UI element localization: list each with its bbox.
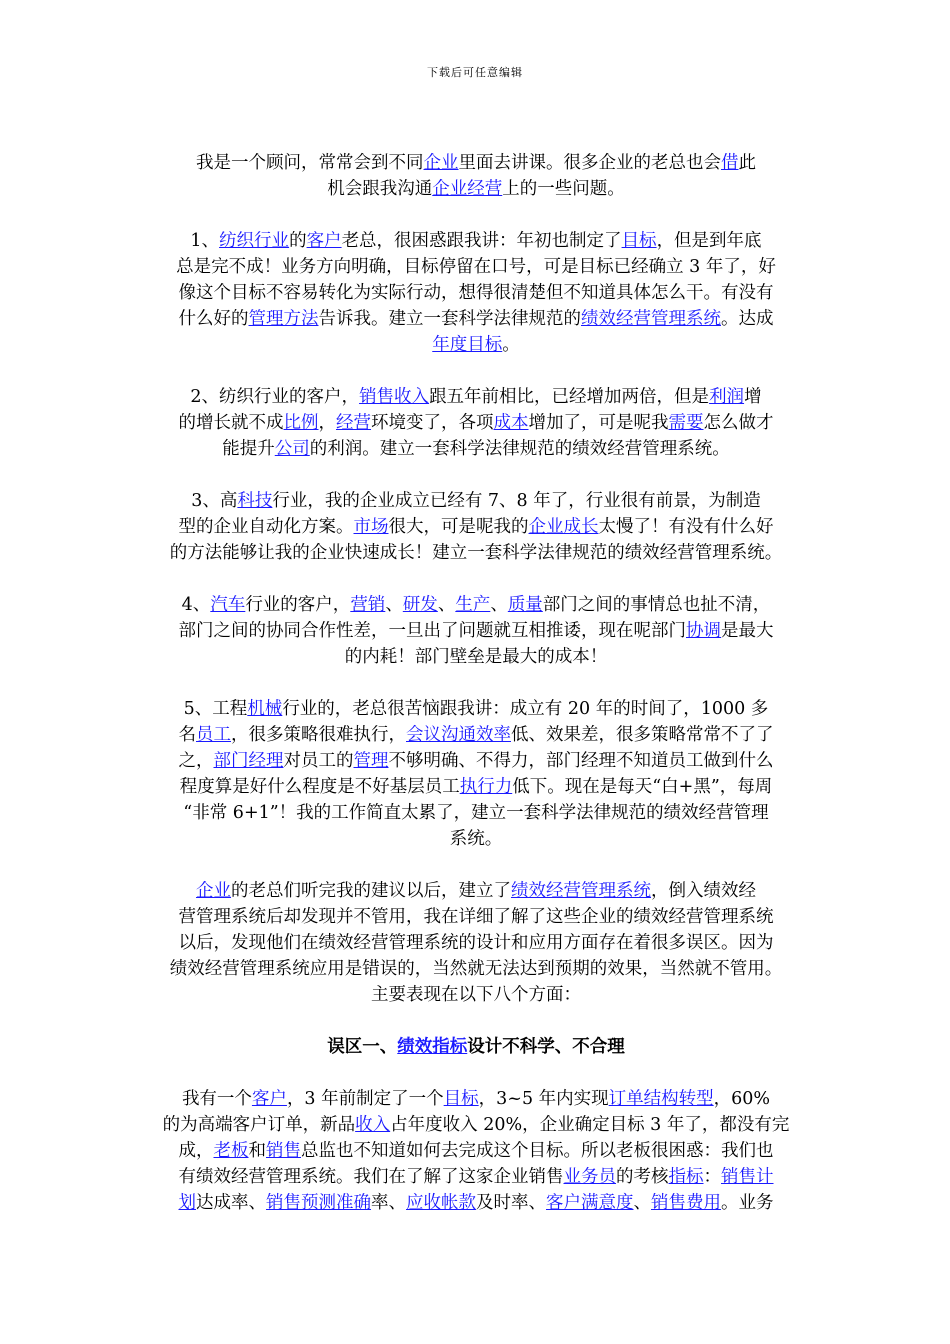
link[interactable]: 客户满意度 bbox=[546, 1193, 634, 1213]
link[interactable]: 目标 bbox=[621, 231, 657, 251]
text-run: 。业务 bbox=[721, 1193, 774, 1213]
text-line bbox=[150, 436, 802, 462]
text-run: 的考核 bbox=[616, 1167, 669, 1187]
link[interactable]: 目标 bbox=[443, 1089, 479, 1109]
link[interactable]: 管理方法 bbox=[248, 309, 319, 329]
link[interactable]: 销售计 bbox=[721, 1167, 774, 1187]
link[interactable]: 质量 bbox=[507, 595, 543, 615]
text-line bbox=[150, 696, 802, 722]
text-line bbox=[150, 618, 802, 644]
text-run: 的 bbox=[289, 231, 307, 251]
text-run: 行业的，老总很苦恼跟我讲：成立有 20 年的时间了，1000 多 bbox=[282, 699, 769, 719]
text-run: 低、效果差，很多策略常常不了了 bbox=[511, 725, 774, 745]
link[interactable]: 销售 bbox=[266, 1141, 301, 1161]
text-run: 环境变了，各项 bbox=[371, 413, 494, 433]
link[interactable]: 指标 bbox=[668, 1167, 704, 1187]
text-line bbox=[150, 488, 802, 514]
text-run: 增加了，可是呢我 bbox=[528, 413, 669, 433]
link[interactable]: 需要 bbox=[668, 413, 704, 433]
text-run: 上的一些问题。 bbox=[502, 179, 625, 199]
text-line bbox=[150, 878, 802, 904]
text-run: ， bbox=[318, 413, 336, 433]
document-body bbox=[150, 150, 802, 1242]
link[interactable]: 销售费用 bbox=[651, 1193, 721, 1213]
text-line bbox=[150, 982, 802, 1008]
text-run: 的为高端客户订单，新品 bbox=[162, 1115, 356, 1135]
link[interactable]: 经营 bbox=[336, 413, 371, 433]
text-run: 率、 bbox=[371, 1193, 406, 1213]
text-line bbox=[150, 722, 802, 748]
text-run: 成， bbox=[178, 1141, 214, 1161]
text-line bbox=[150, 930, 802, 956]
link[interactable]: 协调 bbox=[686, 621, 721, 641]
text-run: 2、纺织行业的客户， bbox=[190, 387, 360, 407]
text-run: ，3 年前制定了一个 bbox=[286, 1089, 444, 1109]
text-run: 绩效经营管理系统应用是错误的，当然就无法达到预期的效果，当然就不管用。 bbox=[169, 959, 783, 979]
text-run: 1、 bbox=[190, 231, 220, 251]
text-run: 告诉我。建立一套科学法律规范的 bbox=[318, 309, 581, 329]
text-run: ，倒入绩效经 bbox=[651, 881, 756, 901]
text-line bbox=[150, 1138, 802, 1164]
text-run: 的方法能够让我的企业快速成长！建立一套科学法律规范的绩效经营管理系统。 bbox=[169, 543, 783, 563]
text-run: 不够明确、不得力，部门经理不知道员工做到什么 bbox=[388, 751, 774, 771]
text-run: 行业的客户， bbox=[245, 595, 351, 615]
text-run: 跟五年前相比，已经增加两倍，但是 bbox=[429, 387, 710, 407]
text-run: 什么好的 bbox=[178, 309, 249, 329]
text-line bbox=[150, 1112, 802, 1138]
text-line bbox=[150, 228, 802, 254]
text-run: 总监也不知道如何去完成这个目标。所以老板很困惑：我们也 bbox=[301, 1141, 774, 1161]
text-line bbox=[150, 306, 802, 332]
link[interactable]: 业务员 bbox=[563, 1167, 616, 1187]
paragraph bbox=[150, 878, 802, 1008]
link[interactable]: 订单结构转型 bbox=[608, 1089, 714, 1109]
text-run: 之， bbox=[178, 751, 214, 771]
link[interactable]: 管理 bbox=[353, 751, 389, 771]
text-run: 我有一个 bbox=[181, 1089, 252, 1109]
text-run: ，很多策略很难执行， bbox=[231, 725, 406, 745]
text-run: 以后，发现他们在绩效经营管理系统的设计和应用方面存在着很多误区。因为 bbox=[178, 933, 774, 953]
text-run: 误区一、 bbox=[327, 1037, 398, 1057]
link[interactable]: 纺织行业 bbox=[219, 231, 290, 251]
text-run: 增 bbox=[744, 387, 762, 407]
link[interactable]: 营销 bbox=[350, 595, 386, 615]
text-run: 太慢了！有没有什么好 bbox=[598, 517, 774, 537]
text-run: 老总，很困惑跟我讲：年初也制定了 bbox=[341, 231, 622, 251]
link[interactable]: 公司 bbox=[274, 439, 310, 459]
paragraph bbox=[150, 150, 802, 202]
text-line bbox=[150, 1164, 802, 1190]
link[interactable]: 生产 bbox=[455, 595, 491, 615]
link[interactable]: 利润 bbox=[709, 387, 745, 407]
text-line bbox=[150, 384, 802, 410]
text-run: 的内耗！部门壁垒是最大的成本！ bbox=[344, 647, 608, 667]
paragraph bbox=[150, 384, 802, 462]
text-run: 、 bbox=[490, 595, 508, 615]
text-run: 我是一个顾问，常常会到不同 bbox=[196, 153, 424, 173]
text-line bbox=[150, 254, 802, 280]
link[interactable]: 借 bbox=[721, 153, 739, 173]
link[interactable]: 会议沟通效率 bbox=[406, 725, 511, 745]
paragraph bbox=[150, 488, 802, 566]
text-line bbox=[150, 826, 802, 852]
link[interactable]: 收入 bbox=[355, 1115, 391, 1135]
text-line bbox=[150, 410, 802, 436]
text-run: 的利润。建立一套科学法律规范的绩效经营管理系统。 bbox=[309, 439, 730, 459]
text-run: ，60% bbox=[713, 1089, 771, 1109]
link[interactable]: 销售收入 bbox=[359, 387, 430, 407]
text-run: 和 bbox=[248, 1141, 266, 1161]
link[interactable]: 应收帐款 bbox=[406, 1193, 476, 1213]
text-run: 达成率、 bbox=[196, 1193, 266, 1213]
text-line bbox=[150, 1190, 802, 1216]
text-run: 机会跟我沟通 bbox=[327, 179, 433, 199]
link[interactable]: 成本 bbox=[493, 413, 529, 433]
text-run: 。达成 bbox=[721, 309, 774, 329]
text-run: 能提升 bbox=[222, 439, 275, 459]
link[interactable]: 汽车 bbox=[210, 595, 246, 615]
paragraph bbox=[150, 592, 802, 670]
link[interactable]: 比例 bbox=[283, 413, 319, 433]
text-run: 行业，我的企业成立已经有 7、8 年了，行业很有前景，为制造 bbox=[272, 491, 761, 511]
link[interactable]: 客户 bbox=[251, 1089, 287, 1109]
text-run: 占年度收入 20%，企业确定目标 3 年了，都没有完 bbox=[390, 1115, 790, 1135]
text-line bbox=[150, 748, 802, 774]
paragraph bbox=[150, 1086, 802, 1216]
link[interactable]: 企业 bbox=[196, 881, 231, 901]
link[interactable]: 绩效经营管理系统 bbox=[581, 309, 721, 329]
paragraph bbox=[150, 228, 802, 358]
section-heading bbox=[150, 1034, 802, 1060]
text-line bbox=[150, 904, 802, 930]
text-run: 。 bbox=[502, 335, 520, 355]
link[interactable]: 客户 bbox=[306, 231, 342, 251]
link[interactable]: 科技 bbox=[237, 491, 273, 511]
text-run: 像这个目标不容易转化为实际行动，想得很清楚但不知道具体怎么干。有没有 bbox=[178, 283, 774, 303]
paragraph bbox=[150, 696, 802, 852]
link[interactable]: 部门经理 bbox=[213, 751, 284, 771]
link[interactable]: 企业成长 bbox=[528, 517, 599, 537]
link[interactable]: 员工 bbox=[196, 725, 231, 745]
text-run: 怎么做才 bbox=[703, 413, 774, 433]
text-line bbox=[150, 592, 802, 618]
text-run: 系统。 bbox=[449, 829, 503, 849]
text-run: 里面去讲课。很多企业的老总也会 bbox=[458, 153, 721, 173]
text-run: 、 bbox=[385, 595, 403, 615]
page-header: 下载后可任意编辑 bbox=[427, 66, 523, 79]
link[interactable]: 企业经营 bbox=[432, 179, 503, 199]
text-run: 营管理系统后却发现并不管用，我在详细了解了这些企业的绩效经营管理系统 bbox=[178, 907, 774, 927]
text-run: 有绩效经营管理系统。我们在了解了这家企业销售 bbox=[178, 1167, 564, 1187]
text-run: 低下。现在是每天“白+黑”，每周 bbox=[512, 777, 773, 797]
link[interactable]: 企业 bbox=[423, 153, 459, 173]
text-run: 的老总们听完我的建议以后，建立了 bbox=[231, 881, 511, 901]
text-line bbox=[150, 1086, 802, 1112]
link[interactable]: 研发 bbox=[402, 595, 438, 615]
link[interactable]: 老板 bbox=[213, 1141, 249, 1161]
text-run: ： bbox=[703, 1167, 721, 1187]
text-run: 、 bbox=[633, 1193, 651, 1213]
text-line bbox=[150, 280, 802, 306]
text-run: 名 bbox=[178, 725, 196, 745]
text-run: ，3~5 年内实现 bbox=[478, 1089, 609, 1109]
link[interactable]: 执行力 bbox=[459, 777, 513, 797]
text-run: ，但是到年底 bbox=[656, 231, 762, 251]
text-run: 、 bbox=[437, 595, 456, 615]
link[interactable]: 市场 bbox=[353, 517, 389, 537]
text-run: 部门之间的事情总也扯不清， bbox=[542, 595, 771, 615]
text-line bbox=[150, 644, 802, 670]
text-run: 部门之间的协同合作性差，一旦出了问题就互相推诿，现在呢部门 bbox=[178, 621, 686, 641]
text-line bbox=[150, 956, 802, 982]
link[interactable]: 机械 bbox=[247, 699, 283, 719]
text-line bbox=[150, 332, 802, 358]
text-run: 的增长就不成 bbox=[178, 413, 284, 433]
text-line bbox=[150, 540, 802, 566]
text-run: 是最大 bbox=[721, 621, 774, 641]
text-line bbox=[150, 800, 802, 826]
text-line bbox=[150, 150, 802, 176]
text-run: “非常 6+1”！我的工作简直太累了，建立一套科学法律规范的绩效经营管理 bbox=[183, 803, 769, 823]
text-run: 对员工的 bbox=[283, 751, 354, 771]
link[interactable]: 绩效经营管理系统 bbox=[511, 881, 651, 901]
text-run: 总是完不成！业务方向明确，目标停留在口号，可是目标已经确立 3 年了，好 bbox=[176, 257, 776, 277]
link[interactable]: 绩效指标 bbox=[397, 1037, 468, 1057]
link[interactable]: 划 bbox=[178, 1193, 196, 1213]
text-run: 主要表现在以下八个方面： bbox=[371, 985, 581, 1005]
text-run: 4、 bbox=[181, 595, 211, 615]
text-run: 很大，可是呢我的 bbox=[388, 517, 529, 537]
text-run: 设计不科学、不合理 bbox=[467, 1037, 625, 1057]
text-run: 此 bbox=[738, 153, 756, 173]
link[interactable]: 销售预测准确 bbox=[266, 1193, 371, 1213]
text-run: 型的企业自动化方案。 bbox=[178, 517, 354, 537]
text-line bbox=[150, 514, 802, 540]
text-run: 5、工程 bbox=[183, 699, 248, 719]
text-line bbox=[150, 774, 802, 800]
text-run: 程度算是好什么程度是不好基层员工 bbox=[179, 777, 460, 797]
text-run: 3、高 bbox=[191, 491, 238, 511]
text-run: 及时率、 bbox=[476, 1193, 546, 1213]
link[interactable]: 年度目标 bbox=[432, 335, 503, 355]
text-line bbox=[150, 176, 802, 202]
